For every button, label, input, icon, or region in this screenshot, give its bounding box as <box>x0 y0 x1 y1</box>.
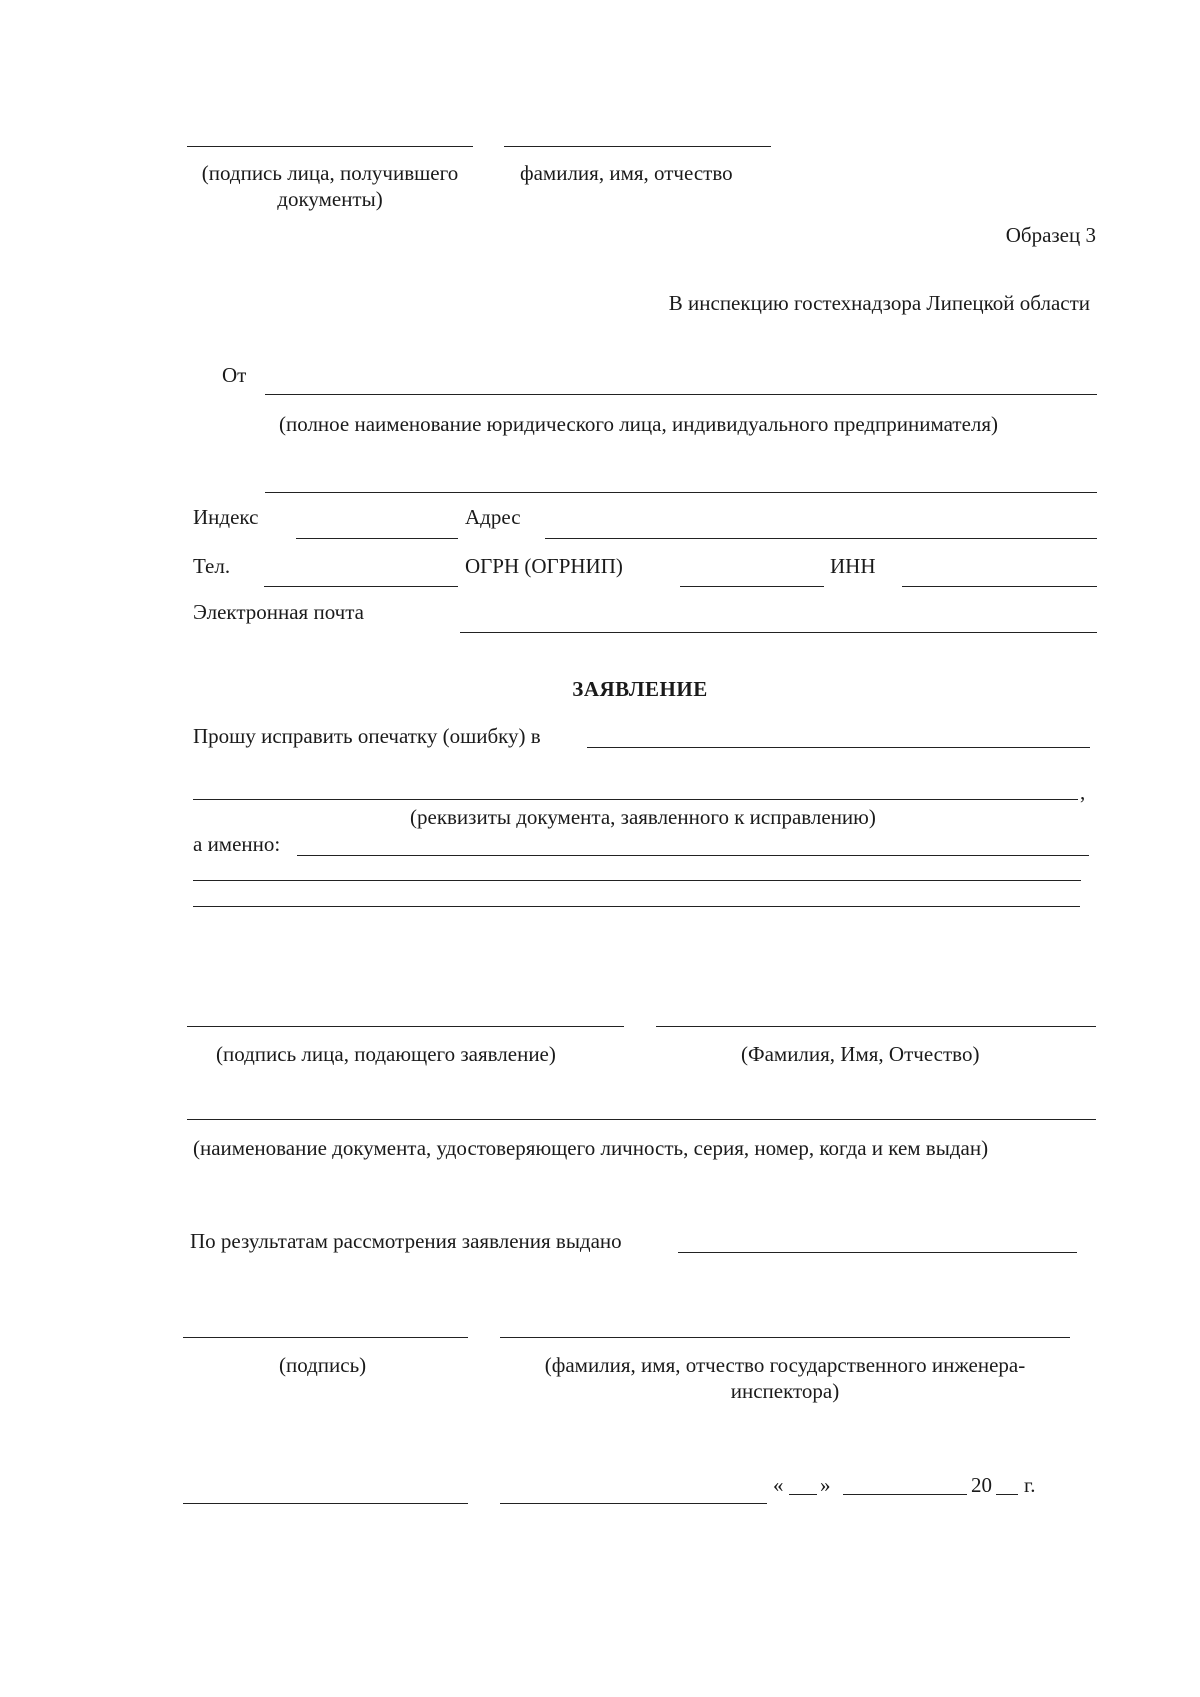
ogrn-label: ОГРН (ОГРНИП) <box>465 554 623 578</box>
request-text: Прошу исправить опечатку (ошибку) в <box>193 724 541 748</box>
request-field-line-2 <box>193 799 1078 800</box>
receipt-name-line <box>504 146 771 147</box>
date-open-quote: « <box>773 1473 784 1497</box>
date-year-suffix: г. <box>1024 1473 1036 1497</box>
namely-field-line <box>297 855 1089 856</box>
namely-field-line-2 <box>193 880 1081 881</box>
date-day-line <box>789 1494 817 1495</box>
sender-name-line-2 <box>265 492 1097 493</box>
applicant-signature-caption: (подпись лица, подающего заявление) <box>216 1042 556 1066</box>
result-issued-text: По результатам рассмотрения заявления выдано <box>190 1229 622 1253</box>
receipt-signature-line <box>187 146 473 147</box>
applicant-name-caption: (Фамилия, Имя, Отчество) <box>741 1042 980 1066</box>
inspector-signature-caption: (подпись) <box>279 1353 367 1377</box>
index-field-line <box>296 538 458 539</box>
address-label: Адрес <box>465 505 521 529</box>
applicant-signature-line <box>187 1026 624 1027</box>
inn-field-line <box>902 586 1097 587</box>
sample-label: Образец 3 <box>1005 223 1096 247</box>
document-title: ЗАЯВЛЕНИЕ <box>572 677 708 701</box>
document-caption: (реквизиты документа, заявленного к исправлению) <box>410 805 876 829</box>
index-label: Индекс <box>193 505 259 529</box>
request-comma: , <box>1080 780 1086 804</box>
final-signature-line <box>183 1503 468 1504</box>
sender-name-caption: (полное наименование юридического лица, индивидуального предпринимателя) <box>279 412 999 436</box>
receipt-signature-caption: (подпись лица, получившего документы) <box>201 161 459 211</box>
date-close-quote: » <box>820 1473 831 1497</box>
inspector-name-line <box>500 1337 1070 1338</box>
address-field-line <box>545 538 1097 539</box>
sender-name-line <box>265 394 1097 395</box>
result-issued-line <box>678 1252 1077 1253</box>
date-year-line <box>996 1494 1018 1495</box>
applicant-name-line <box>656 1026 1096 1027</box>
date-century: 20 <box>971 1473 992 1497</box>
email-field-line <box>460 632 1097 633</box>
date-month-line <box>843 1494 967 1495</box>
id-document-caption: (наименование документа, удостоверяющего личность, серия, номер, когда и кем выдан) <box>193 1136 989 1160</box>
receipt-name-caption: фамилия, имя, отчество <box>520 161 733 185</box>
namely-field-line-3 <box>193 906 1080 907</box>
final-name-line <box>500 1503 767 1504</box>
email-label: Электронная почта <box>193 600 364 624</box>
inspector-signature-line <box>183 1337 468 1338</box>
addressee: В инспекцию гостехнадзора Липецкой области <box>668 291 1090 315</box>
namely-label: а именно: <box>193 832 281 856</box>
phone-label: Тел. <box>193 554 231 578</box>
request-field-line <box>587 747 1090 748</box>
inn-label: ИНН <box>830 554 876 578</box>
inspector-name-caption: (фамилия, имя, отчество государственного инженера-инспектора) <box>544 1353 1026 1403</box>
id-document-line <box>187 1119 1096 1120</box>
from-label: От <box>222 363 247 387</box>
phone-field-line <box>264 586 458 587</box>
ogrn-field-line <box>680 586 824 587</box>
